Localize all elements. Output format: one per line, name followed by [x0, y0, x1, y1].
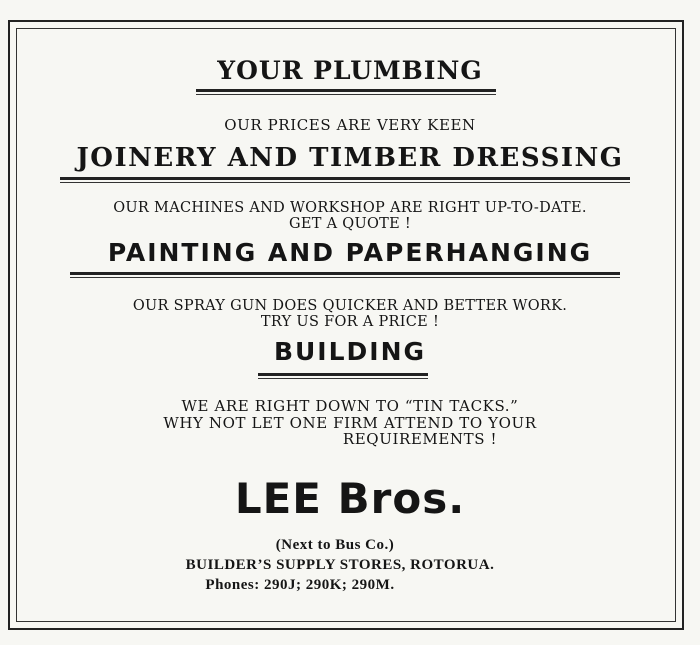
divider-rule	[196, 94, 496, 95]
location-note: (Next to Bus Co.)	[275, 537, 395, 553]
heading-painting: PAINTING AND PAPERHANGING	[107, 238, 593, 267]
divider-rule	[60, 177, 630, 180]
brand-name: LEE Bros.	[234, 474, 466, 523]
divider-rule	[196, 89, 496, 92]
line-spray: OUR SPRAY GUN DOES QUICKER AND BETTER WORK.	[132, 298, 568, 314]
line-why-not: WHY NOT LET ONE FIRM ATTEND TO YOUR	[163, 414, 537, 432]
divider-rule	[60, 182, 630, 183]
line-try: TRY US FOR A PRICE !	[260, 314, 440, 330]
line-tin-tacks: WE ARE RIGHT DOWN TO “TIN TACKS.”	[181, 397, 519, 415]
heading-building: BUILDING	[273, 337, 427, 366]
heading-joinery: JOINERY AND TIMBER DRESSING	[76, 143, 624, 173]
divider-rule	[70, 272, 620, 275]
divider-rule	[258, 378, 428, 379]
heading-plumbing: YOUR PLUMBING	[217, 56, 483, 85]
store-line: BUILDER’S SUPPLY STORES, ROTORUA.	[185, 557, 495, 573]
phones-line: Phones: 290J; 290K; 290M.	[205, 577, 395, 593]
divider-rule	[258, 373, 428, 376]
line-quote: GET A QUOTE !	[288, 216, 412, 232]
line-prices: OUR PRICES ARE VERY KEEN	[224, 116, 476, 134]
line-machines: OUR MACHINES AND WORKSHOP ARE RIGHT UP-TO-DATE.	[113, 200, 587, 216]
line-requirements: REQUIREMENTS !	[342, 430, 498, 448]
divider-rule	[70, 277, 620, 278]
